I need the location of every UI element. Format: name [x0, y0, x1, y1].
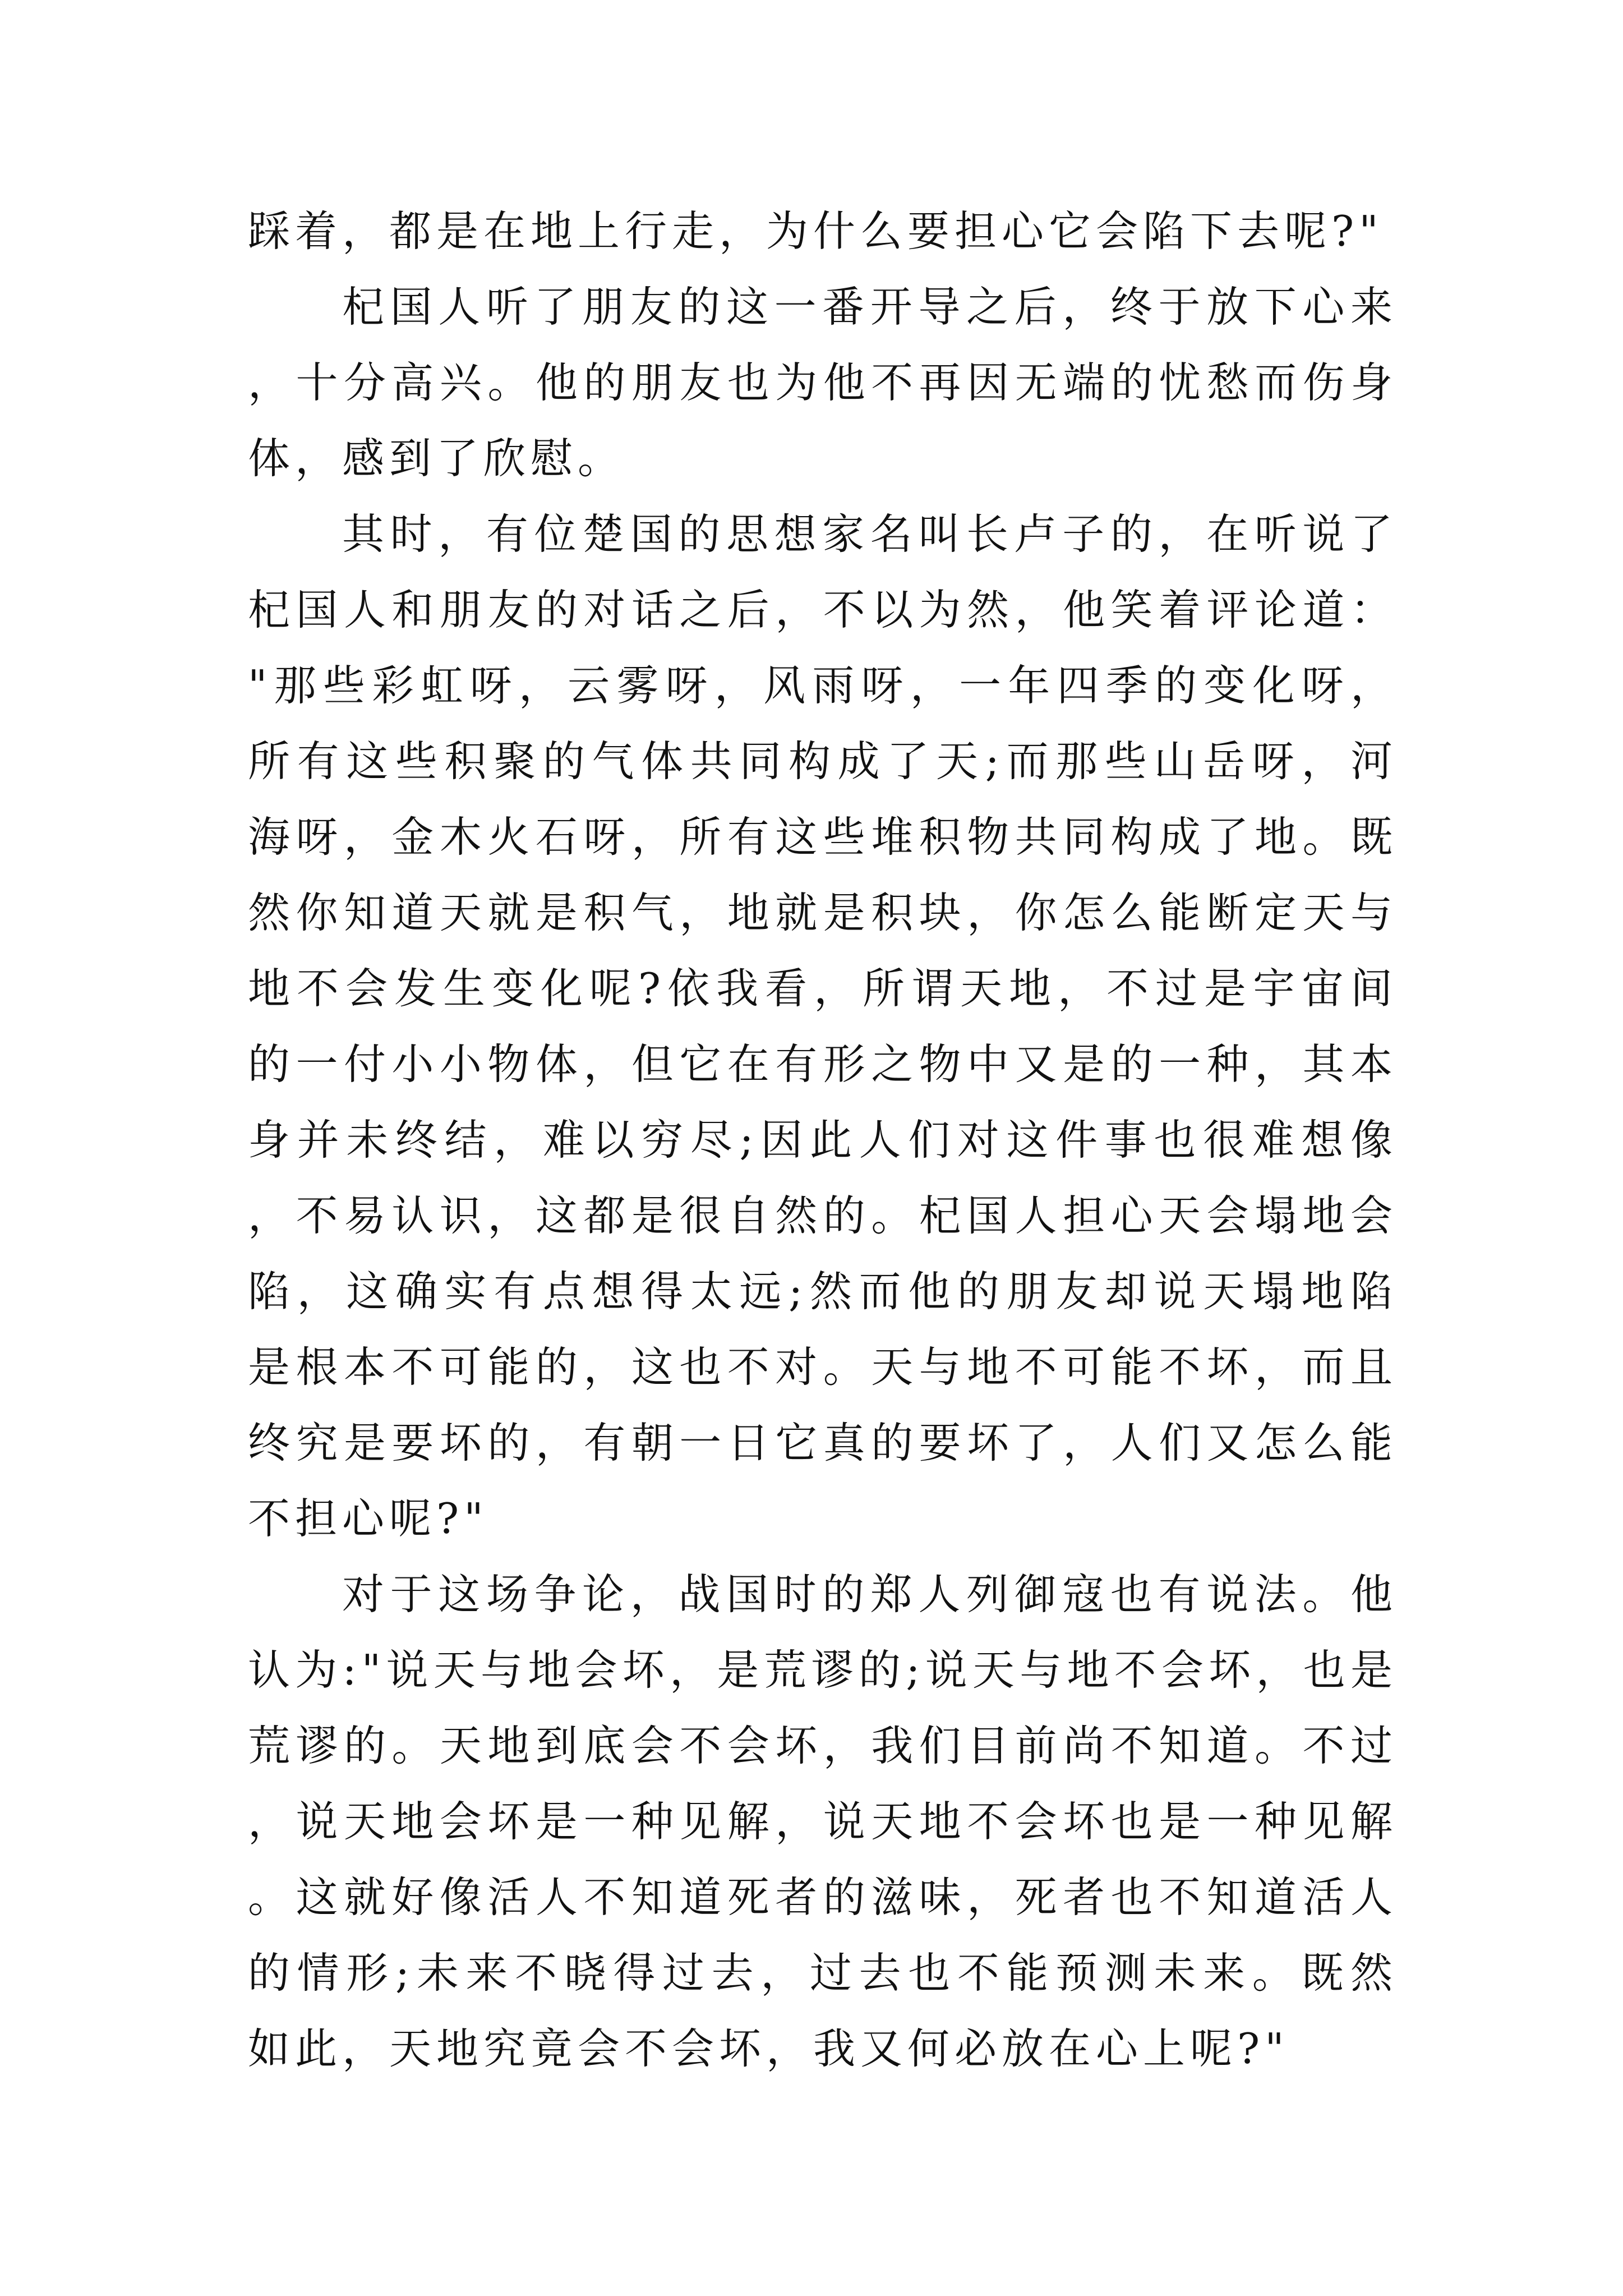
- paragraph-4: 对于这场争论，战国时的郑人列御寇也有说法。他认为:"说天与地会坏，是荒谬的;说天与地不会坏，也是荒谬的。天地到底会不会坏，我们目前尚不知道。不过，说天地会坏是一种见解，说天地不会坏也是一种见解。这就好像活人不知道死者的滋味，死者也不知道活人的情形;未来不晓得过去，过去也不能预测未来。既然如此，天地究竟会不会坏，我又何必放在心上呢?": [248, 1570, 1398, 2073]
- paragraph-1: 踩着，都是在地上行走，为什么要担心它会陷下去呢?": [248, 206, 1384, 256]
- paragraph-3: 其时，有位楚国的思想家名叫长卢子的，在听说了杞国人和朋友的对话之后，不以为然，他笑着评论道："那些彩虹呀，云雾呀，风雨呀，一年四季的变化呀，所有这些积聚的气体共同构成了天;而那些山岳呀，河海呀，金木火石呀，所有这些堆积物共同构成了地。既然你知道天就是积气，地就是积块，你怎么能断定天与地不会发生变化呢?依我看，所谓天地，不过是宇宙间的一付小小物体，但它在有形之物中又是的一种，其本身并未终结，难以穷尽;因此人们对这件事也很难想像，不易认识，这都是很自然的。杞国人担心天会塌地会陷，这确实有点想得太远;然而他的朋友却说天塌地陷是根本不可能的，这也不对。天与地不可能不坏，而且终究是要坏的，有朝一日它真的要坏了，人们又怎么能不担心呢?": [248, 509, 1398, 1543]
- paragraph-2: 杞国人听了朋友的这一番开导之后，终于放下心来，十分高兴。他的朋友也为他不再因无端的忧愁而伤身体，感到了欣慰。: [248, 282, 1398, 483]
- document-page: [248, 194, 1398, 2087]
